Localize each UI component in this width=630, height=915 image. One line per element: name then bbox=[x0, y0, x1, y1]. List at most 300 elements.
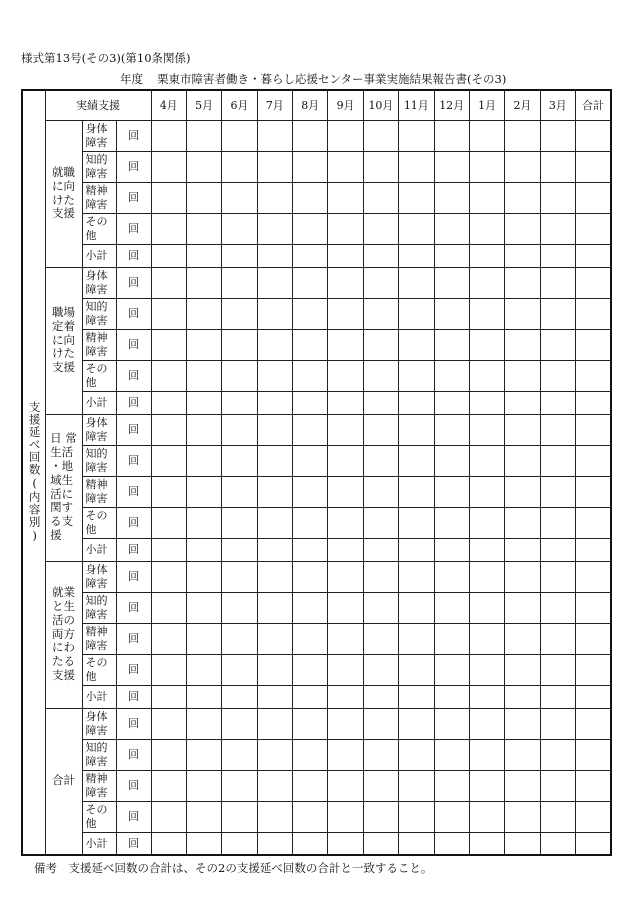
value-cell[interactable] bbox=[222, 445, 257, 476]
value-cell[interactable] bbox=[293, 561, 328, 592]
value-cell[interactable] bbox=[151, 414, 186, 445]
value-cell[interactable] bbox=[186, 182, 221, 213]
value-cell[interactable] bbox=[399, 538, 434, 561]
value-cell[interactable] bbox=[469, 329, 504, 360]
value-cell[interactable] bbox=[257, 414, 292, 445]
value-cell[interactable] bbox=[293, 654, 328, 685]
value-cell[interactable] bbox=[576, 708, 612, 739]
value-cell[interactable] bbox=[328, 739, 363, 770]
value-cell[interactable] bbox=[293, 685, 328, 708]
value-cell[interactable] bbox=[576, 298, 612, 329]
value-cell[interactable] bbox=[576, 507, 612, 538]
value-cell[interactable] bbox=[540, 329, 575, 360]
value-cell[interactable] bbox=[505, 360, 540, 391]
value-cell[interactable] bbox=[399, 414, 434, 445]
value-cell[interactable] bbox=[257, 770, 292, 801]
value-cell[interactable] bbox=[469, 360, 504, 391]
value-cell[interactable] bbox=[293, 244, 328, 267]
value-cell[interactable] bbox=[576, 770, 612, 801]
value-cell[interactable] bbox=[505, 182, 540, 213]
value-cell[interactable] bbox=[434, 267, 469, 298]
value-cell[interactable] bbox=[363, 538, 398, 561]
value-cell[interactable] bbox=[186, 267, 221, 298]
value-cell[interactable] bbox=[505, 391, 540, 414]
value-cell[interactable] bbox=[222, 329, 257, 360]
value-cell[interactable] bbox=[469, 538, 504, 561]
value-cell[interactable] bbox=[505, 685, 540, 708]
value-cell[interactable] bbox=[434, 329, 469, 360]
value-cell[interactable] bbox=[469, 592, 504, 623]
value-cell[interactable] bbox=[328, 770, 363, 801]
value-cell[interactable] bbox=[434, 507, 469, 538]
value-cell[interactable] bbox=[363, 801, 398, 832]
value-cell[interactable] bbox=[399, 182, 434, 213]
value-cell[interactable] bbox=[328, 298, 363, 329]
value-cell[interactable] bbox=[469, 561, 504, 592]
value-cell[interactable] bbox=[540, 685, 575, 708]
value-cell[interactable] bbox=[363, 329, 398, 360]
value-cell[interactable] bbox=[328, 623, 363, 654]
value-cell[interactable] bbox=[505, 592, 540, 623]
value-cell[interactable] bbox=[576, 592, 612, 623]
value-cell[interactable] bbox=[151, 151, 186, 182]
value-cell[interactable] bbox=[576, 329, 612, 360]
value-cell[interactable] bbox=[151, 538, 186, 561]
value-cell[interactable] bbox=[505, 538, 540, 561]
value-cell[interactable] bbox=[434, 801, 469, 832]
value-cell[interactable] bbox=[328, 561, 363, 592]
value-cell[interactable] bbox=[222, 592, 257, 623]
value-cell[interactable] bbox=[540, 654, 575, 685]
value-cell[interactable] bbox=[576, 360, 612, 391]
value-cell[interactable] bbox=[328, 445, 363, 476]
value-cell[interactable] bbox=[222, 244, 257, 267]
value-cell[interactable] bbox=[540, 476, 575, 507]
value-cell[interactable] bbox=[328, 360, 363, 391]
value-cell[interactable] bbox=[257, 391, 292, 414]
value-cell[interactable] bbox=[151, 592, 186, 623]
value-cell[interactable] bbox=[293, 739, 328, 770]
value-cell[interactable] bbox=[469, 151, 504, 182]
value-cell[interactable] bbox=[540, 120, 575, 151]
value-cell[interactable] bbox=[399, 561, 434, 592]
value-cell[interactable] bbox=[293, 801, 328, 832]
value-cell[interactable] bbox=[151, 708, 186, 739]
value-cell[interactable] bbox=[399, 623, 434, 654]
value-cell[interactable] bbox=[363, 739, 398, 770]
value-cell[interactable] bbox=[363, 654, 398, 685]
value-cell[interactable] bbox=[434, 685, 469, 708]
value-cell[interactable] bbox=[399, 654, 434, 685]
value-cell[interactable] bbox=[328, 120, 363, 151]
value-cell[interactable] bbox=[222, 623, 257, 654]
value-cell[interactable] bbox=[399, 685, 434, 708]
value-cell[interactable] bbox=[576, 801, 612, 832]
value-cell[interactable] bbox=[186, 708, 221, 739]
value-cell[interactable] bbox=[505, 445, 540, 476]
value-cell[interactable] bbox=[222, 360, 257, 391]
value-cell[interactable] bbox=[328, 414, 363, 445]
value-cell[interactable] bbox=[363, 244, 398, 267]
value-cell[interactable] bbox=[505, 298, 540, 329]
value-cell[interactable] bbox=[576, 685, 612, 708]
value-cell[interactable] bbox=[399, 151, 434, 182]
value-cell[interactable] bbox=[363, 120, 398, 151]
value-cell[interactable] bbox=[469, 623, 504, 654]
value-cell[interactable] bbox=[293, 445, 328, 476]
value-cell[interactable] bbox=[399, 592, 434, 623]
value-cell[interactable] bbox=[186, 298, 221, 329]
value-cell[interactable] bbox=[469, 244, 504, 267]
value-cell[interactable] bbox=[363, 623, 398, 654]
value-cell[interactable] bbox=[328, 476, 363, 507]
value-cell[interactable] bbox=[186, 360, 221, 391]
value-cell[interactable] bbox=[257, 360, 292, 391]
value-cell[interactable] bbox=[222, 151, 257, 182]
value-cell[interactable] bbox=[257, 623, 292, 654]
value-cell[interactable] bbox=[469, 685, 504, 708]
value-cell[interactable] bbox=[540, 770, 575, 801]
value-cell[interactable] bbox=[469, 708, 504, 739]
value-cell[interactable] bbox=[151, 623, 186, 654]
value-cell[interactable] bbox=[222, 182, 257, 213]
value-cell[interactable] bbox=[151, 298, 186, 329]
value-cell[interactable] bbox=[434, 476, 469, 507]
value-cell[interactable] bbox=[151, 654, 186, 685]
value-cell[interactable] bbox=[399, 120, 434, 151]
value-cell[interactable] bbox=[399, 445, 434, 476]
value-cell[interactable] bbox=[222, 654, 257, 685]
value-cell[interactable] bbox=[186, 120, 221, 151]
value-cell[interactable] bbox=[151, 739, 186, 770]
value-cell[interactable] bbox=[469, 770, 504, 801]
value-cell[interactable] bbox=[399, 832, 434, 855]
value-cell[interactable] bbox=[469, 298, 504, 329]
value-cell[interactable] bbox=[257, 120, 292, 151]
value-cell[interactable] bbox=[576, 213, 612, 244]
value-cell[interactable] bbox=[293, 623, 328, 654]
value-cell[interactable] bbox=[469, 213, 504, 244]
value-cell[interactable] bbox=[363, 267, 398, 298]
value-cell[interactable] bbox=[222, 391, 257, 414]
value-cell[interactable] bbox=[469, 507, 504, 538]
value-cell[interactable] bbox=[434, 414, 469, 445]
value-cell[interactable] bbox=[540, 623, 575, 654]
value-cell[interactable] bbox=[151, 507, 186, 538]
value-cell[interactable] bbox=[505, 801, 540, 832]
value-cell[interactable] bbox=[257, 213, 292, 244]
value-cell[interactable] bbox=[469, 654, 504, 685]
value-cell[interactable] bbox=[469, 832, 504, 855]
value-cell[interactable] bbox=[293, 267, 328, 298]
value-cell[interactable] bbox=[257, 244, 292, 267]
value-cell[interactable] bbox=[186, 414, 221, 445]
value-cell[interactable] bbox=[257, 329, 292, 360]
value-cell[interactable] bbox=[434, 298, 469, 329]
value-cell[interactable] bbox=[363, 391, 398, 414]
value-cell[interactable] bbox=[363, 151, 398, 182]
value-cell[interactable] bbox=[399, 329, 434, 360]
value-cell[interactable] bbox=[186, 739, 221, 770]
value-cell[interactable] bbox=[186, 561, 221, 592]
value-cell[interactable] bbox=[434, 182, 469, 213]
value-cell[interactable] bbox=[505, 244, 540, 267]
value-cell[interactable] bbox=[222, 298, 257, 329]
value-cell[interactable] bbox=[151, 182, 186, 213]
value-cell[interactable] bbox=[257, 507, 292, 538]
value-cell[interactable] bbox=[328, 654, 363, 685]
value-cell[interactable] bbox=[222, 708, 257, 739]
value-cell[interactable] bbox=[151, 267, 186, 298]
value-cell[interactable] bbox=[186, 476, 221, 507]
value-cell[interactable] bbox=[540, 801, 575, 832]
value-cell[interactable] bbox=[576, 182, 612, 213]
value-cell[interactable] bbox=[293, 414, 328, 445]
value-cell[interactable] bbox=[151, 329, 186, 360]
value-cell[interactable] bbox=[469, 801, 504, 832]
value-cell[interactable] bbox=[293, 151, 328, 182]
value-cell[interactable] bbox=[434, 654, 469, 685]
value-cell[interactable] bbox=[186, 770, 221, 801]
value-cell[interactable] bbox=[328, 708, 363, 739]
value-cell[interactable] bbox=[222, 538, 257, 561]
value-cell[interactable] bbox=[328, 391, 363, 414]
value-cell[interactable] bbox=[328, 538, 363, 561]
value-cell[interactable] bbox=[151, 561, 186, 592]
value-cell[interactable] bbox=[505, 213, 540, 244]
value-cell[interactable] bbox=[186, 801, 221, 832]
value-cell[interactable] bbox=[363, 414, 398, 445]
value-cell[interactable] bbox=[576, 120, 612, 151]
value-cell[interactable] bbox=[257, 561, 292, 592]
value-cell[interactable] bbox=[434, 538, 469, 561]
value-cell[interactable] bbox=[505, 708, 540, 739]
value-cell[interactable] bbox=[293, 360, 328, 391]
value-cell[interactable] bbox=[363, 360, 398, 391]
value-cell[interactable] bbox=[576, 244, 612, 267]
value-cell[interactable] bbox=[505, 623, 540, 654]
value-cell[interactable] bbox=[540, 360, 575, 391]
value-cell[interactable] bbox=[222, 770, 257, 801]
value-cell[interactable] bbox=[186, 151, 221, 182]
value-cell[interactable] bbox=[469, 739, 504, 770]
value-cell[interactable] bbox=[505, 120, 540, 151]
value-cell[interactable] bbox=[540, 708, 575, 739]
value-cell[interactable] bbox=[151, 832, 186, 855]
value-cell[interactable] bbox=[505, 770, 540, 801]
value-cell[interactable] bbox=[328, 182, 363, 213]
value-cell[interactable] bbox=[257, 592, 292, 623]
value-cell[interactable] bbox=[434, 151, 469, 182]
value-cell[interactable] bbox=[434, 391, 469, 414]
value-cell[interactable] bbox=[186, 213, 221, 244]
value-cell[interactable] bbox=[257, 445, 292, 476]
value-cell[interactable] bbox=[434, 561, 469, 592]
value-cell[interactable] bbox=[363, 708, 398, 739]
value-cell[interactable] bbox=[257, 267, 292, 298]
value-cell[interactable] bbox=[505, 329, 540, 360]
value-cell[interactable] bbox=[363, 182, 398, 213]
value-cell[interactable] bbox=[399, 801, 434, 832]
value-cell[interactable] bbox=[469, 391, 504, 414]
value-cell[interactable] bbox=[257, 182, 292, 213]
value-cell[interactable] bbox=[222, 832, 257, 855]
value-cell[interactable] bbox=[363, 561, 398, 592]
value-cell[interactable] bbox=[293, 182, 328, 213]
value-cell[interactable] bbox=[576, 739, 612, 770]
value-cell[interactable] bbox=[540, 832, 575, 855]
value-cell[interactable] bbox=[399, 213, 434, 244]
value-cell[interactable] bbox=[363, 298, 398, 329]
value-cell[interactable] bbox=[293, 476, 328, 507]
value-cell[interactable] bbox=[293, 538, 328, 561]
value-cell[interactable] bbox=[469, 445, 504, 476]
value-cell[interactable] bbox=[576, 151, 612, 182]
value-cell[interactable] bbox=[186, 832, 221, 855]
value-cell[interactable] bbox=[540, 267, 575, 298]
value-cell[interactable] bbox=[434, 739, 469, 770]
value-cell[interactable] bbox=[505, 151, 540, 182]
value-cell[interactable] bbox=[222, 739, 257, 770]
value-cell[interactable] bbox=[576, 561, 612, 592]
value-cell[interactable] bbox=[576, 391, 612, 414]
value-cell[interactable] bbox=[399, 391, 434, 414]
value-cell[interactable] bbox=[293, 213, 328, 244]
value-cell[interactable] bbox=[540, 538, 575, 561]
value-cell[interactable] bbox=[576, 654, 612, 685]
value-cell[interactable] bbox=[434, 832, 469, 855]
value-cell[interactable] bbox=[257, 685, 292, 708]
value-cell[interactable] bbox=[257, 801, 292, 832]
value-cell[interactable] bbox=[257, 151, 292, 182]
value-cell[interactable] bbox=[540, 414, 575, 445]
value-cell[interactable] bbox=[151, 445, 186, 476]
value-cell[interactable] bbox=[540, 151, 575, 182]
value-cell[interactable] bbox=[186, 538, 221, 561]
value-cell[interactable] bbox=[363, 770, 398, 801]
value-cell[interactable] bbox=[328, 592, 363, 623]
value-cell[interactable] bbox=[151, 391, 186, 414]
value-cell[interactable] bbox=[399, 770, 434, 801]
value-cell[interactable] bbox=[257, 298, 292, 329]
value-cell[interactable] bbox=[222, 213, 257, 244]
value-cell[interactable] bbox=[257, 708, 292, 739]
value-cell[interactable] bbox=[257, 832, 292, 855]
value-cell[interactable] bbox=[434, 592, 469, 623]
value-cell[interactable] bbox=[505, 739, 540, 770]
value-cell[interactable] bbox=[576, 414, 612, 445]
value-cell[interactable] bbox=[434, 120, 469, 151]
value-cell[interactable] bbox=[399, 298, 434, 329]
value-cell[interactable] bbox=[328, 832, 363, 855]
value-cell[interactable] bbox=[434, 360, 469, 391]
value-cell[interactable] bbox=[186, 329, 221, 360]
value-cell[interactable] bbox=[328, 685, 363, 708]
value-cell[interactable] bbox=[186, 685, 221, 708]
value-cell[interactable] bbox=[363, 476, 398, 507]
value-cell[interactable] bbox=[151, 120, 186, 151]
value-cell[interactable] bbox=[151, 770, 186, 801]
value-cell[interactable] bbox=[434, 445, 469, 476]
value-cell[interactable] bbox=[540, 244, 575, 267]
value-cell[interactable] bbox=[151, 801, 186, 832]
value-cell[interactable] bbox=[540, 739, 575, 770]
value-cell[interactable] bbox=[222, 120, 257, 151]
value-cell[interactable] bbox=[399, 708, 434, 739]
value-cell[interactable] bbox=[293, 391, 328, 414]
value-cell[interactable] bbox=[222, 414, 257, 445]
value-cell[interactable] bbox=[434, 770, 469, 801]
value-cell[interactable] bbox=[293, 329, 328, 360]
value-cell[interactable] bbox=[293, 592, 328, 623]
value-cell[interactable] bbox=[222, 476, 257, 507]
value-cell[interactable] bbox=[186, 654, 221, 685]
value-cell[interactable] bbox=[576, 538, 612, 561]
value-cell[interactable] bbox=[576, 832, 612, 855]
value-cell[interactable] bbox=[151, 685, 186, 708]
value-cell[interactable] bbox=[293, 120, 328, 151]
value-cell[interactable] bbox=[186, 623, 221, 654]
value-cell[interactable] bbox=[293, 708, 328, 739]
value-cell[interactable] bbox=[399, 476, 434, 507]
value-cell[interactable] bbox=[399, 507, 434, 538]
value-cell[interactable] bbox=[399, 267, 434, 298]
value-cell[interactable] bbox=[434, 244, 469, 267]
value-cell[interactable] bbox=[293, 507, 328, 538]
value-cell[interactable] bbox=[469, 414, 504, 445]
value-cell[interactable] bbox=[257, 739, 292, 770]
value-cell[interactable] bbox=[186, 445, 221, 476]
value-cell[interactable] bbox=[328, 151, 363, 182]
value-cell[interactable] bbox=[505, 476, 540, 507]
value-cell[interactable] bbox=[540, 507, 575, 538]
value-cell[interactable] bbox=[540, 445, 575, 476]
value-cell[interactable] bbox=[363, 213, 398, 244]
value-cell[interactable] bbox=[576, 623, 612, 654]
value-cell[interactable] bbox=[469, 120, 504, 151]
value-cell[interactable] bbox=[505, 507, 540, 538]
value-cell[interactable] bbox=[434, 623, 469, 654]
value-cell[interactable] bbox=[186, 244, 221, 267]
value-cell[interactable] bbox=[505, 561, 540, 592]
value-cell[interactable] bbox=[151, 476, 186, 507]
value-cell[interactable] bbox=[363, 592, 398, 623]
value-cell[interactable] bbox=[186, 592, 221, 623]
value-cell[interactable] bbox=[293, 770, 328, 801]
value-cell[interactable] bbox=[363, 507, 398, 538]
value-cell[interactable] bbox=[151, 244, 186, 267]
value-cell[interactable] bbox=[293, 298, 328, 329]
value-cell[interactable] bbox=[469, 267, 504, 298]
value-cell[interactable] bbox=[540, 213, 575, 244]
value-cell[interactable] bbox=[257, 476, 292, 507]
value-cell[interactable] bbox=[505, 832, 540, 855]
value-cell[interactable] bbox=[469, 182, 504, 213]
value-cell[interactable] bbox=[576, 267, 612, 298]
value-cell[interactable] bbox=[151, 213, 186, 244]
value-cell[interactable] bbox=[434, 708, 469, 739]
value-cell[interactable] bbox=[328, 329, 363, 360]
value-cell[interactable] bbox=[186, 391, 221, 414]
value-cell[interactable] bbox=[222, 267, 257, 298]
value-cell[interactable] bbox=[576, 476, 612, 507]
value-cell[interactable] bbox=[576, 445, 612, 476]
value-cell[interactable] bbox=[328, 507, 363, 538]
value-cell[interactable] bbox=[505, 267, 540, 298]
value-cell[interactable] bbox=[363, 832, 398, 855]
value-cell[interactable] bbox=[186, 507, 221, 538]
value-cell[interactable] bbox=[328, 244, 363, 267]
